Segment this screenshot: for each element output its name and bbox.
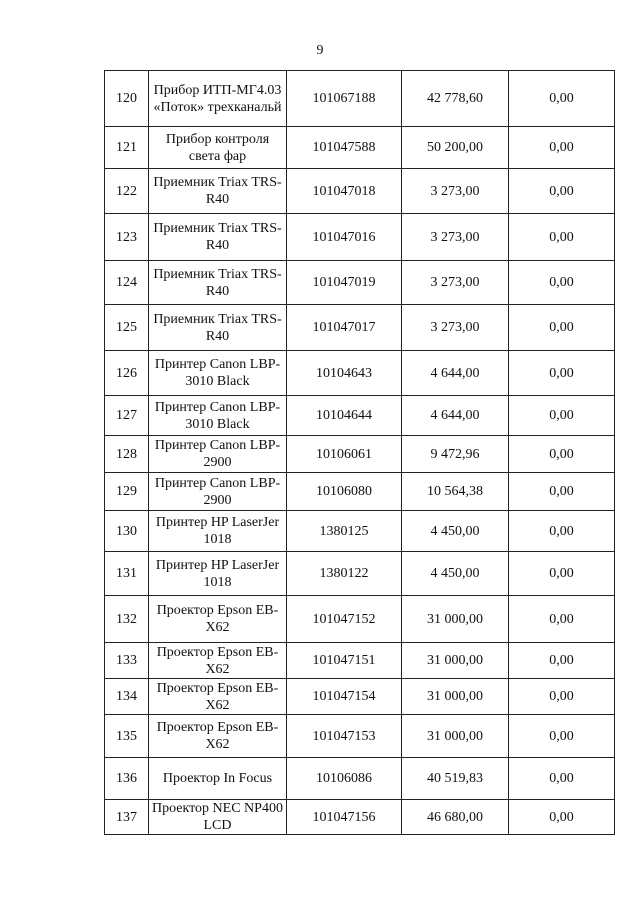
inventory-code: 101047019	[287, 261, 402, 305]
initial-cost: 42 778,60	[402, 71, 509, 127]
table-row	[105, 758, 615, 800]
table-row	[105, 261, 615, 305]
inventory-code: 101047018	[287, 169, 402, 214]
row-number: 136	[105, 758, 149, 800]
table-row	[105, 596, 615, 643]
row-number: 137	[105, 800, 149, 835]
residual-value: 0,00	[509, 305, 615, 351]
residual-value: 0,00	[509, 127, 615, 169]
item-name: Проектор Epson EB-X62	[149, 715, 287, 758]
initial-cost: 31 000,00	[402, 679, 509, 715]
item-name: Проектор Epson EB-X62	[149, 679, 287, 715]
inventory-code: 101047588	[287, 127, 402, 169]
item-name: Приемник Triax TRS-R40	[149, 214, 287, 261]
initial-cost: 4 450,00	[402, 552, 509, 596]
row-number: 130	[105, 511, 149, 552]
item-name: Прибор контроля света фар	[149, 127, 287, 169]
item-name: Проектор Epson EB-X62	[149, 643, 287, 679]
initial-cost: 40 519,83	[402, 758, 509, 800]
row-number: 134	[105, 679, 149, 715]
inventory-code: 101047156	[287, 800, 402, 835]
table-row	[105, 436, 615, 473]
table-row	[105, 511, 615, 552]
residual-value: 0,00	[509, 169, 615, 214]
residual-value: 0,00	[509, 261, 615, 305]
table-row	[105, 214, 615, 261]
initial-cost: 31 000,00	[402, 643, 509, 679]
initial-cost: 3 273,00	[402, 169, 509, 214]
inventory-code: 1380122	[287, 552, 402, 596]
residual-value: 0,00	[509, 596, 615, 643]
row-number: 135	[105, 715, 149, 758]
residual-value: 0,00	[509, 643, 615, 679]
inventory-code: 101047153	[287, 715, 402, 758]
item-name: Приемник Triax TRS-R40	[149, 305, 287, 351]
inventory-code: 10104643	[287, 351, 402, 396]
inventory-code: 101047151	[287, 643, 402, 679]
row-number: 133	[105, 643, 149, 679]
initial-cost: 50 200,00	[402, 127, 509, 169]
inventory-code: 101067188	[287, 71, 402, 127]
item-name: Принтер Canon LBP-2900	[149, 473, 287, 511]
table-row	[105, 643, 615, 679]
row-number: 126	[105, 351, 149, 396]
initial-cost: 4 450,00	[402, 511, 509, 552]
residual-value: 0,00	[509, 396, 615, 436]
row-number: 127	[105, 396, 149, 436]
row-number: 124	[105, 261, 149, 305]
row-number: 128	[105, 436, 149, 473]
item-name: Приемник Triax TRS-R40	[149, 169, 287, 214]
residual-value: 0,00	[509, 351, 615, 396]
initial-cost: 31 000,00	[402, 715, 509, 758]
inventory-table-body	[105, 71, 615, 835]
item-name: Прибор ИТП-МГ4.03 «Поток» трехканальй	[149, 71, 287, 127]
table-row	[105, 169, 615, 214]
residual-value: 0,00	[509, 214, 615, 261]
item-name: Приемник Triax TRS-R40	[149, 261, 287, 305]
inventory-code: 101047016	[287, 214, 402, 261]
initial-cost: 4 644,00	[402, 396, 509, 436]
residual-value: 0,00	[509, 473, 615, 511]
table-row	[105, 473, 615, 511]
residual-value: 0,00	[509, 436, 615, 473]
row-number: 132	[105, 596, 149, 643]
row-number: 131	[105, 552, 149, 596]
residual-value: 0,00	[509, 800, 615, 835]
residual-value: 0,00	[509, 715, 615, 758]
item-name: Проектор NEC NP400 LCD	[149, 800, 287, 835]
row-number: 120	[105, 71, 149, 127]
table-row	[105, 127, 615, 169]
initial-cost: 9 472,96	[402, 436, 509, 473]
initial-cost: 3 273,00	[402, 214, 509, 261]
item-name: Принтер Canon LBP-3010 Black	[149, 396, 287, 436]
initial-cost: 10 564,38	[402, 473, 509, 511]
item-name: Принтер HP LaserJer 1018	[149, 511, 287, 552]
item-name: Проектор In Focus	[149, 758, 287, 800]
table-row	[105, 552, 615, 596]
table-row	[105, 396, 615, 436]
item-name: Принтер HP LaserJer 1018	[149, 552, 287, 596]
initial-cost: 31 000,00	[402, 596, 509, 643]
residual-value: 0,00	[509, 71, 615, 127]
table-row	[105, 679, 615, 715]
inventory-code: 10104644	[287, 396, 402, 436]
page-number: 9	[316, 43, 324, 58]
residual-value: 0,00	[509, 758, 615, 800]
table-row	[105, 800, 615, 835]
inventory-code: 101047154	[287, 679, 402, 715]
initial-cost: 3 273,00	[402, 261, 509, 305]
row-number: 122	[105, 169, 149, 214]
row-number: 129	[105, 473, 149, 511]
inventory-table	[104, 70, 615, 835]
residual-value: 0,00	[509, 511, 615, 552]
item-name: Принтер Canon LBP-2900	[149, 436, 287, 473]
inventory-code: 10106061	[287, 436, 402, 473]
initial-cost: 46 680,00	[402, 800, 509, 835]
inventory-code: 10106086	[287, 758, 402, 800]
row-number: 125	[105, 305, 149, 351]
table-row	[105, 715, 615, 758]
item-name: Проектор Epson EB-X62	[149, 596, 287, 643]
inventory-code: 10106080	[287, 473, 402, 511]
row-number: 123	[105, 214, 149, 261]
item-name: Принтер Canon LBP-3010 Black	[149, 351, 287, 396]
inventory-code: 101047152	[287, 596, 402, 643]
initial-cost: 3 273,00	[402, 305, 509, 351]
table-row	[105, 351, 615, 396]
residual-value: 0,00	[509, 679, 615, 715]
initial-cost: 4 644,00	[402, 351, 509, 396]
residual-value: 0,00	[509, 552, 615, 596]
inventory-code: 1380125	[287, 511, 402, 552]
table-row	[105, 71, 615, 127]
row-number: 121	[105, 127, 149, 169]
table-row	[105, 305, 615, 351]
inventory-code: 101047017	[287, 305, 402, 351]
